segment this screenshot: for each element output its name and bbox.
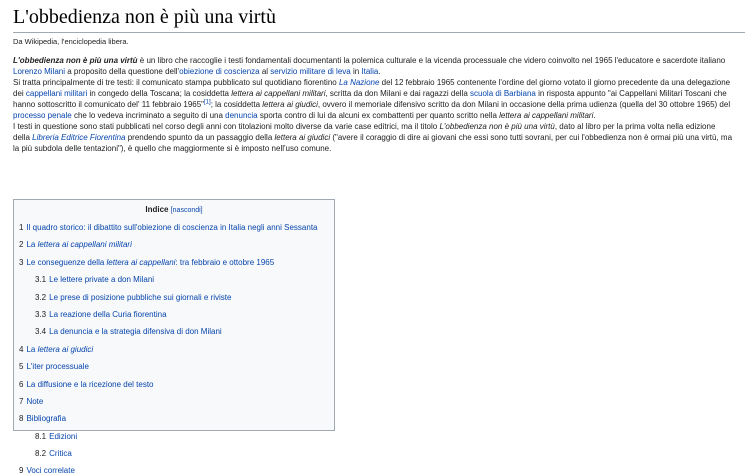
link-denuncia[interactable]: denuncia — [225, 111, 258, 120]
toc-number: 3 — [19, 257, 24, 267]
title-divider — [13, 32, 745, 33]
toc-item-3[interactable] — [19, 258, 334, 268]
link-servizio-militare[interactable]: servizio militare di leva — [270, 67, 351, 76]
toc-item-5[interactable] — [19, 362, 334, 372]
link-processo-penale[interactable]: processo penale — [13, 111, 72, 120]
toc-link[interactable]: La diffusione e la ricezione del testo — [26, 379, 154, 389]
toc-number: 3.4 — [35, 327, 47, 337]
toc-title: Indice — [145, 205, 169, 214]
text-span: a proposito della questione dell' — [65, 67, 180, 76]
toc-item-2[interactable] — [19, 240, 334, 250]
italic-text: lettera ai cappellani militari — [231, 89, 326, 98]
toc-item-6[interactable] — [19, 380, 334, 390]
toc-number: 3.3 — [35, 309, 47, 319]
site-tagline: Da Wikipedia, l'enciclopedia libera. — [13, 37, 129, 46]
table-of-contents — [13, 199, 335, 476]
toc-item-3-2[interactable] — [19, 293, 334, 303]
text-span: in risposta appunto "ai Cappellani Militari Toscani che hanno sottoscritto il comunicato del' 11 febbraio 1965" — [13, 89, 727, 109]
toc-number: 3.2 — [35, 292, 47, 302]
toc-number: 8 — [19, 414, 24, 424]
italic-text: lettera ai cappellani militari — [499, 111, 594, 120]
link-italia[interactable]: Italia — [361, 67, 379, 76]
reference-1[interactable]: [1] — [204, 99, 211, 106]
italic-text: lettera ai giudici — [262, 100, 318, 109]
toc-link[interactable]: Il quadro storico: il dibattito sull'obiezione di coscienza in Italia negli anni Sessanta — [26, 223, 318, 232]
toc-link[interactable]: Le prese di posizione pubbliche sui giornali e riviste — [49, 292, 232, 302]
paragraph-title-origin — [13, 121, 733, 154]
toc-link[interactable]: La denuncia e la strategia difensiva di don Milani — [49, 327, 222, 337]
link-cappellani-militari[interactable]: cappellani militari — [25, 89, 88, 98]
toc-link-italic: lettera ai giudici — [37, 344, 94, 354]
toc-item-3-1[interactable] — [19, 275, 334, 285]
toc-number: 5 — [19, 362, 24, 372]
toc-number: 8.2 — [35, 449, 47, 459]
text-span: ("avere il coraggio di dire ai giovani che essi sono tutti sovrani, per cui l'obbedienza non è ormai più una virtù, ma la più subdola delle tentazioni"), è quello che maggiormente si è imposto nell'uso comune. — [13, 133, 733, 153]
toc-link[interactable]: Note — [26, 396, 44, 406]
toc-link-italic: lettera ai cappellani militari — [37, 240, 132, 250]
toc-item-8-1[interactable] — [19, 432, 334, 442]
toc-link[interactable] — [26, 258, 274, 267]
toc-number: 9 — [19, 466, 24, 476]
toc-item-8-2[interactable] — [19, 449, 334, 459]
toc-number: 1 — [19, 223, 24, 232]
text-span: ; la cosiddetta — [210, 100, 263, 109]
link-la-nazione[interactable]: La Nazione — [338, 78, 380, 87]
text-span: del 12 febbraio 1965 contenente l'ordine del giorno votato il giorno precedente da una delegazione dei — [13, 78, 731, 98]
page-title: L'obbedienza non è più una virtù — [13, 6, 276, 28]
toc-number: 6 — [19, 379, 24, 389]
toc-number: 4 — [19, 344, 24, 354]
text-span: che lo vedeva incriminato a seguito di una — [71, 111, 226, 120]
text-span: , dato al libro per la prima volta nella edizione della — [13, 122, 716, 142]
text-span: sporta contro di lui da alcuni ex combattenti per quanto scritto nella — [257, 111, 500, 120]
text-span: . — [593, 111, 596, 120]
toc-item-7[interactable] — [19, 397, 334, 407]
text-span: , scritta da don Milani e dai ragazzi della — [325, 89, 471, 98]
toc-link[interactable]: Critica — [49, 449, 72, 459]
toc-link[interactable]: Bibliografia — [26, 414, 67, 424]
toc-link[interactable]: Le lettere private a don Milani — [49, 275, 155, 285]
toc-item-3-4[interactable] — [19, 327, 334, 337]
text-span: Si tratta principalmente di tre testi: il comunicato stampa pubblicato sul quotidiano fiorentino — [13, 78, 339, 87]
toc-item-8[interactable] — [19, 414, 334, 424]
link-obiezione-di-coscienza[interactable]: obiezione di coscienza — [179, 67, 260, 76]
toc-number: 7 — [19, 396, 24, 406]
toc-number: 2 — [19, 240, 24, 250]
link-libreria-editrice-fiorentina[interactable]: Libreria Editrice Fiorentina — [32, 133, 126, 142]
toc-list — [14, 223, 334, 476]
toc-link-text: Le conseguenze della — [26, 257, 107, 267]
text-span: in congedo della Toscana; la cosiddetta — [87, 89, 232, 98]
text-span: in — [350, 67, 362, 76]
toc-item-1[interactable] — [19, 223, 334, 233]
text-span: prendendo spunto da un passaggio della — [125, 133, 275, 142]
toc-link-text: La — [26, 344, 38, 354]
toc-link[interactable]: Voci correlate — [26, 466, 75, 476]
toc-header — [14, 205, 334, 216]
toc-link[interactable]: La reazione della Curia fiorentina — [49, 309, 167, 319]
toc-item-9[interactable] — [19, 466, 334, 476]
toc-link[interactable] — [26, 345, 93, 354]
toc-link[interactable] — [26, 240, 131, 249]
paragraph-three-texts — [13, 77, 733, 121]
toc-link-text: La — [26, 240, 38, 250]
toc-number: 8.1 — [35, 431, 47, 441]
toc-number: 3.1 — [35, 275, 47, 285]
toc-link-italic: lettera ai cappellani — [106, 257, 176, 267]
article-subject-bold: L'obbedienza non è più una virtù — [13, 56, 138, 65]
link-lorenzo-milani[interactable]: Lorenzo Milani — [13, 67, 66, 76]
toc-item-4[interactable] — [19, 345, 334, 355]
toc-toggle-link[interactable]: [nascondi] — [170, 207, 203, 214]
text-span: I testi in questione sono stati pubblicati nel corso degli anni con titolazioni molto diverse da varie case editrici, ma il titolo — [13, 122, 440, 131]
text-span: . — [378, 67, 381, 76]
paragraph-intro — [13, 55, 733, 77]
toc-item-3-3[interactable] — [19, 310, 334, 320]
italic-text: lettera ai giudici — [274, 133, 331, 142]
italic-text: L'obbedienza non è più una virtù — [439, 122, 555, 131]
text-span: è un libro che raccoglie i testi fondamentali documentanti la polemica culturale e la vicenda processuale che videro coinvolto nel 1965 l'educatore e sacerdote italiano — [137, 56, 726, 65]
toc-link[interactable]: L'iter processuale — [26, 362, 89, 372]
text-span: , ovvero il memoriale difensivo scritto da don Milani in occasione della prima udienza (quella del 30 ottobre 1965) del — [317, 100, 731, 109]
text-span: al — [259, 67, 271, 76]
article-body — [13, 55, 733, 154]
link-scuola-di-barbiana[interactable]: scuola di Barbiana — [470, 89, 536, 98]
toc-link-text: : tra febbraio e ottobre 1965 — [175, 257, 275, 267]
toc-link[interactable]: Edizioni — [49, 431, 78, 441]
